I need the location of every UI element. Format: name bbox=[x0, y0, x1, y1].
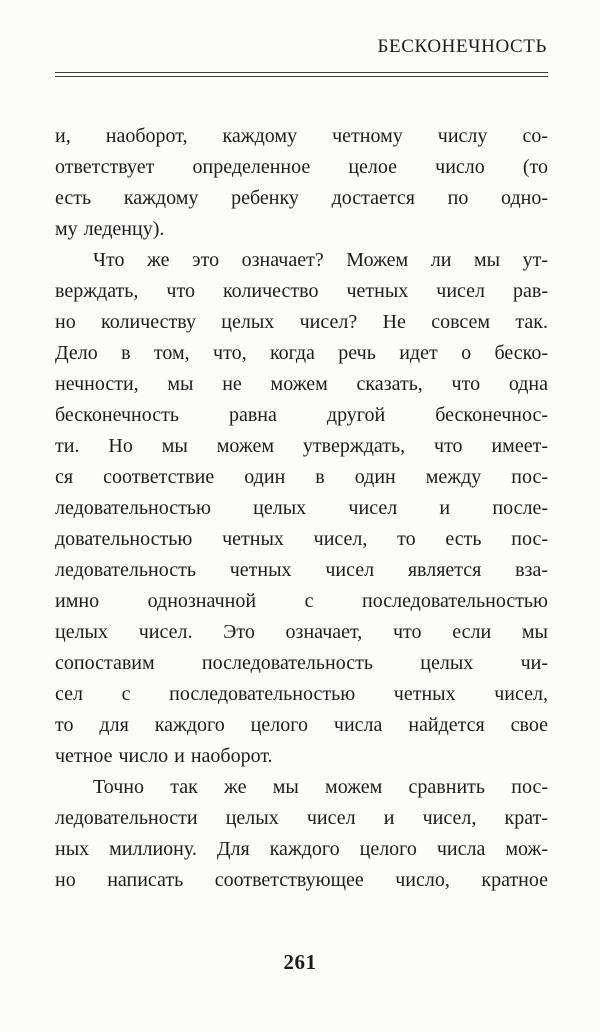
text-line: ледовательности целых чисел и чисел, крат- bbox=[55, 807, 548, 829]
text-line: и, наоборот, каждому четному числу со- bbox=[55, 125, 548, 147]
text-line: имно однозначной с последовательностью bbox=[55, 590, 548, 612]
text-line: Что же это означает? Можем ли мы ут- bbox=[93, 249, 548, 271]
running-head-title: БЕСКОНЕЧНОСТЬ bbox=[377, 36, 547, 57]
text-line: Точно так же мы можем сравнить пос- bbox=[93, 776, 548, 798]
text-line: ных миллиону. Для каждого целого числа мож- bbox=[55, 838, 548, 860]
text-line: но количеству целых чисел? Не совсем так. bbox=[55, 311, 548, 333]
paragraph bbox=[55, 772, 548, 896]
text-line: ответствует определенное целое число (то bbox=[55, 156, 548, 178]
text-line: му леденцу). bbox=[55, 218, 165, 240]
text-line: сел с последовательностью четных чисел, bbox=[55, 683, 548, 705]
text-line: целых чисел. Это означает, что если мы bbox=[55, 621, 548, 643]
text-line: четное число и наоборот. bbox=[55, 745, 273, 767]
paragraph bbox=[55, 121, 548, 245]
page-body bbox=[55, 121, 548, 896]
text-line: ледовательность четных чисел является вза- bbox=[55, 559, 548, 581]
text-line: Дело в том, что, когда речь идет о беско- bbox=[55, 342, 548, 364]
page-number: 261 bbox=[283, 950, 317, 974]
paragraph bbox=[55, 245, 548, 772]
text-line: ти. Но мы можем утверждать, что имеет- bbox=[55, 435, 548, 457]
text-line: ледовательностью целых чисел и после- bbox=[55, 497, 548, 519]
text-line: то для каждого целого числа найдется свое bbox=[55, 714, 548, 736]
text-line: есть каждому ребенку достается по одно- bbox=[55, 187, 548, 209]
text-line: бесконечность равна другой бесконечнос- bbox=[55, 404, 548, 426]
text-line: но написать соответствующее число, кратное bbox=[55, 869, 548, 891]
header-rule bbox=[55, 72, 548, 77]
text-line: довательностью четных чисел, то есть пос- bbox=[55, 528, 548, 550]
text-line: сопоставим последовательность целых чи- bbox=[55, 652, 548, 674]
text-line: ся соответствие один в один между пос- bbox=[55, 466, 548, 488]
text-line: верждать, что количество четных чисел рав- bbox=[55, 280, 548, 302]
text-line: нечности, мы не можем сказать, что одна bbox=[55, 373, 548, 395]
